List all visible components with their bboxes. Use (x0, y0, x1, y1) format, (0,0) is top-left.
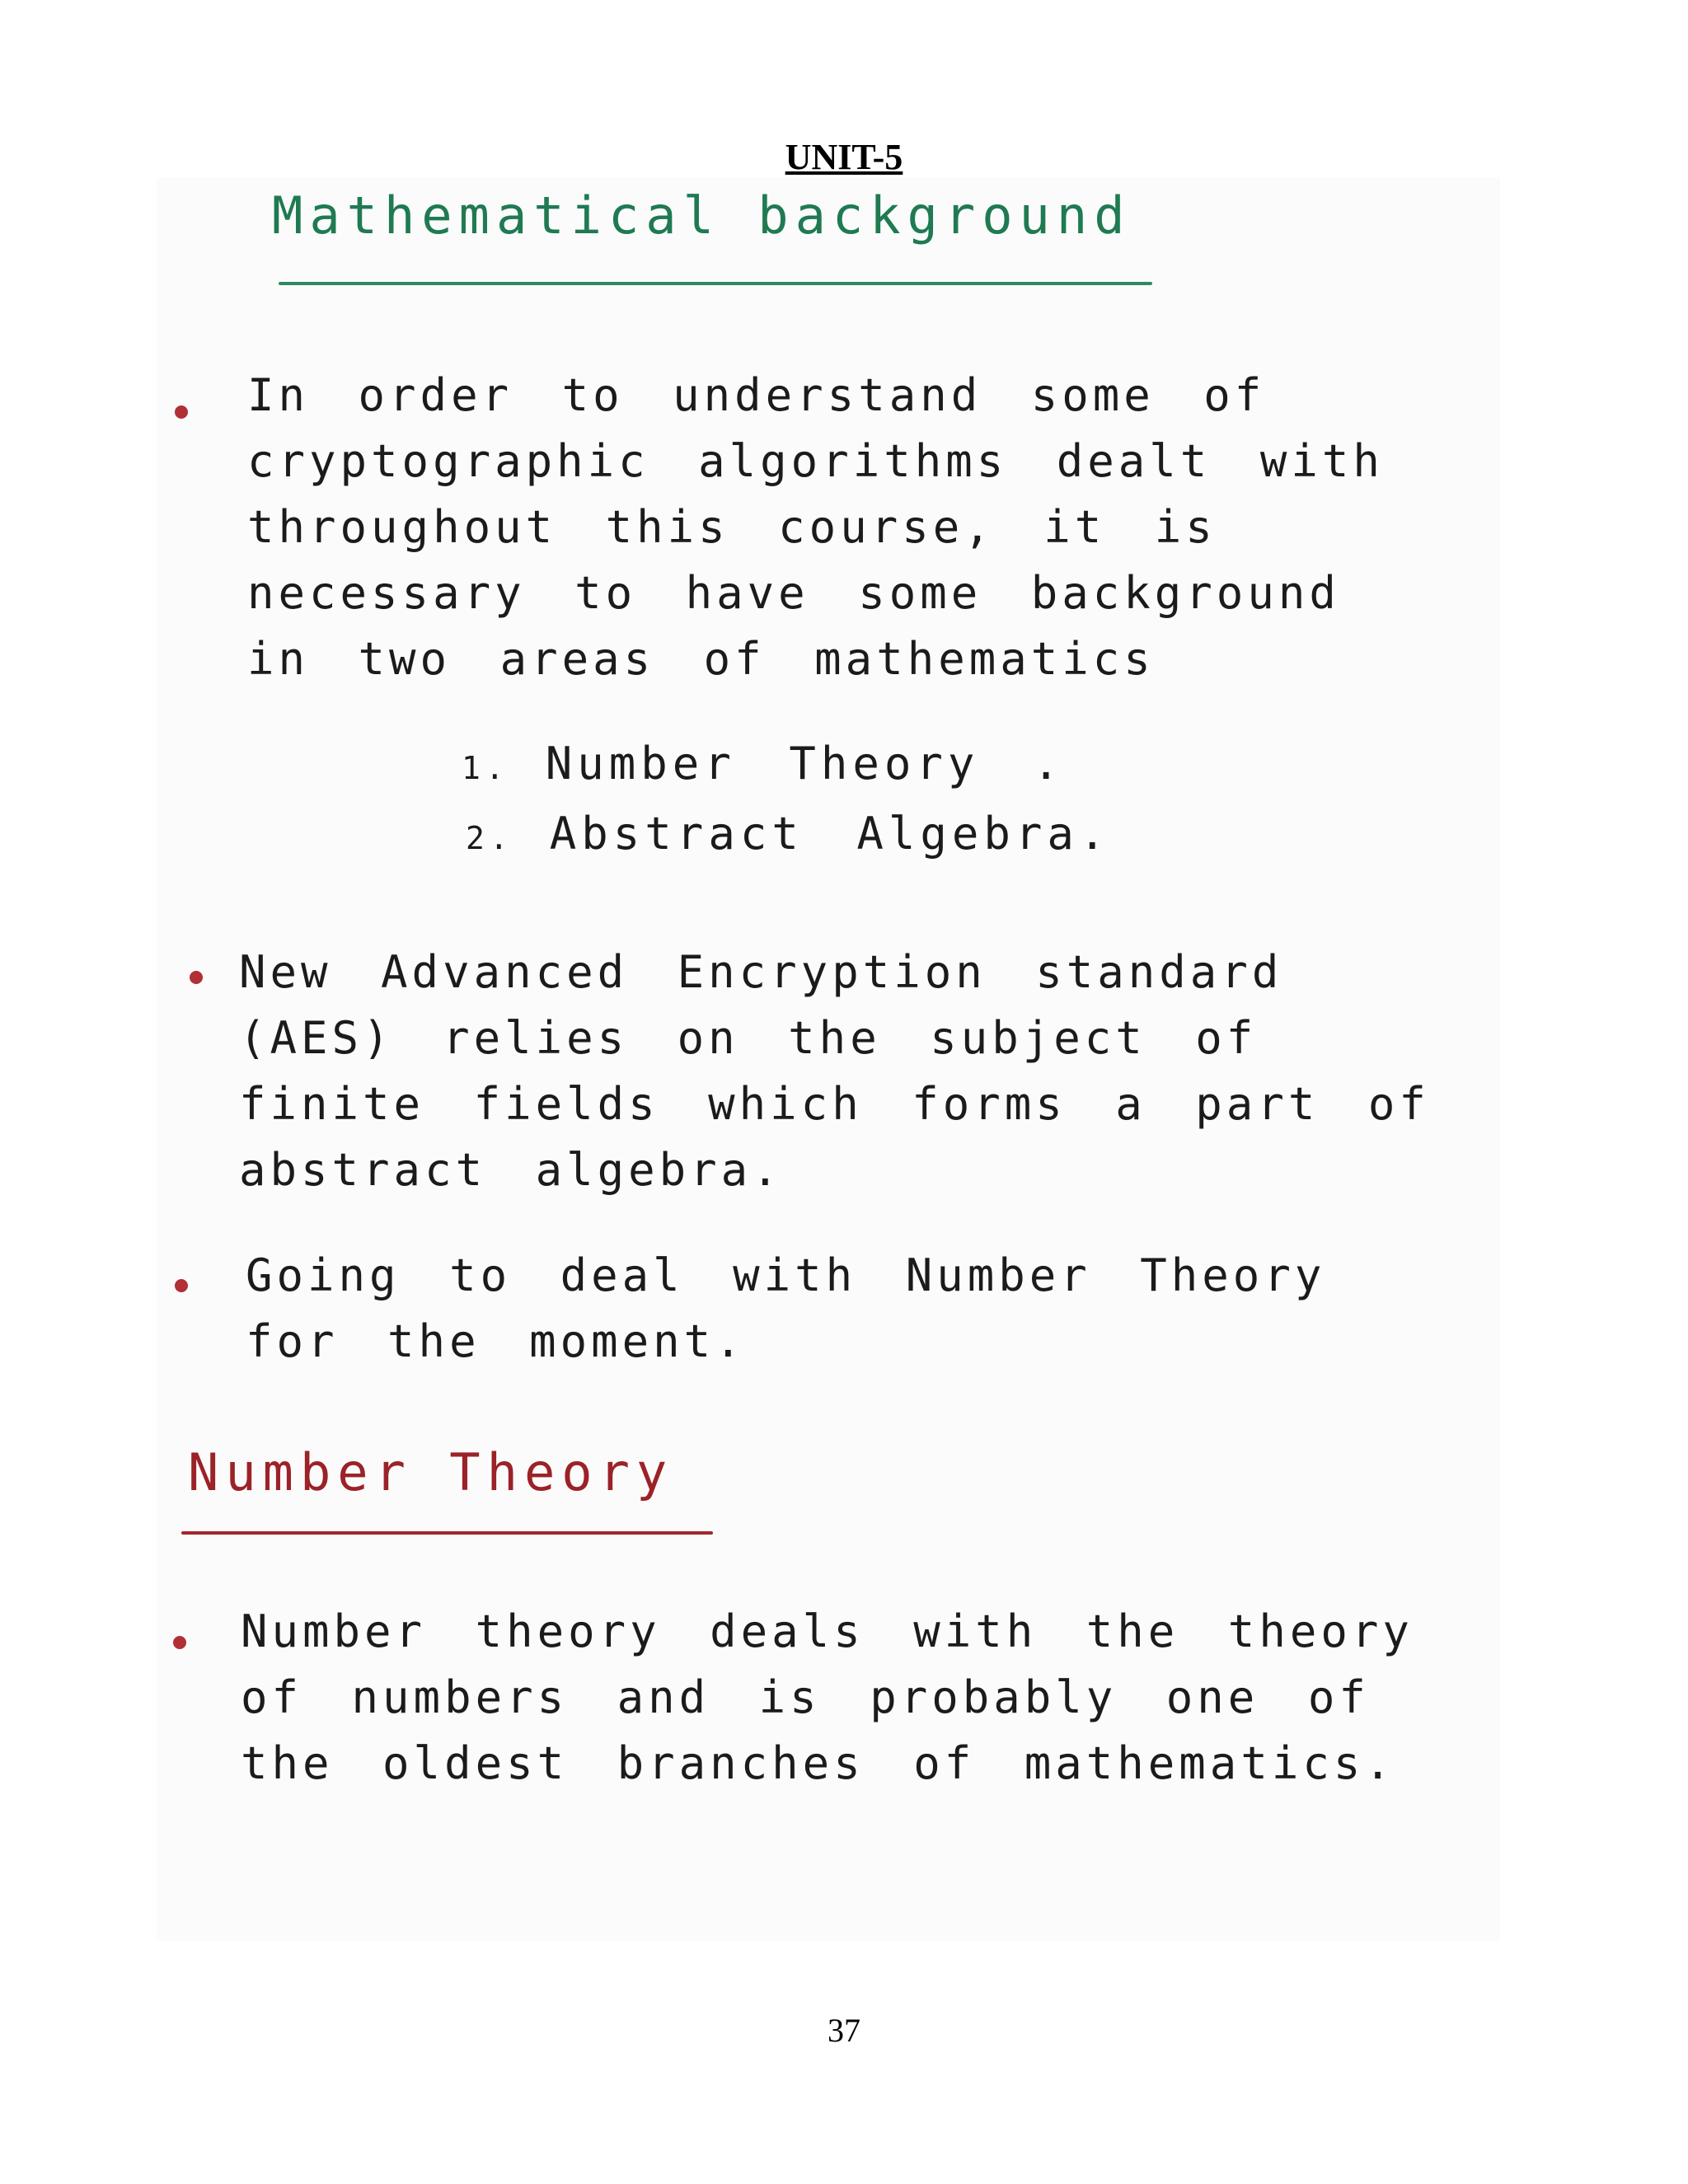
list-number: 2. (466, 820, 513, 856)
paragraph-number-theory-definition: Number theory deals with the theory of numbers and is probably one of the oldest branches of mathematics. (241, 1605, 1414, 1789)
paragraph-crypto-background: In order to understand some of cryptographic algorithms dealt with throughout this course, it is necessary to have some background in two areas of mathematics (247, 369, 1384, 685)
list-text: Number Theory . (545, 738, 1065, 790)
section-heading-math-background: Mathematical background (272, 185, 1132, 246)
list-item-abstract-algebra (466, 808, 1110, 860)
bullet-icon (173, 1636, 186, 1649)
heading-underline (181, 1531, 713, 1535)
bullet-icon (175, 405, 188, 419)
page-number: 37 (828, 2012, 860, 2049)
paragraph-number-theory-moment: Going to deal with Number Theory for the moment. (246, 1249, 1326, 1367)
heading-underline (279, 282, 1152, 285)
unit-title: UNIT-5 (785, 137, 903, 177)
list-text: Abstract Algebra. (549, 808, 1111, 860)
section-heading-number-theory: Number Theory (188, 1442, 674, 1502)
paragraph-aes: New Advanced Encryption standard (AES) relies on the subject of finite fields which forms a part of abstract algebra. (239, 946, 1430, 1196)
list-item-number-theory (462, 738, 1064, 790)
bullet-icon (175, 1279, 188, 1292)
bullet-icon (190, 971, 203, 984)
list-number: 1. (462, 750, 509, 786)
